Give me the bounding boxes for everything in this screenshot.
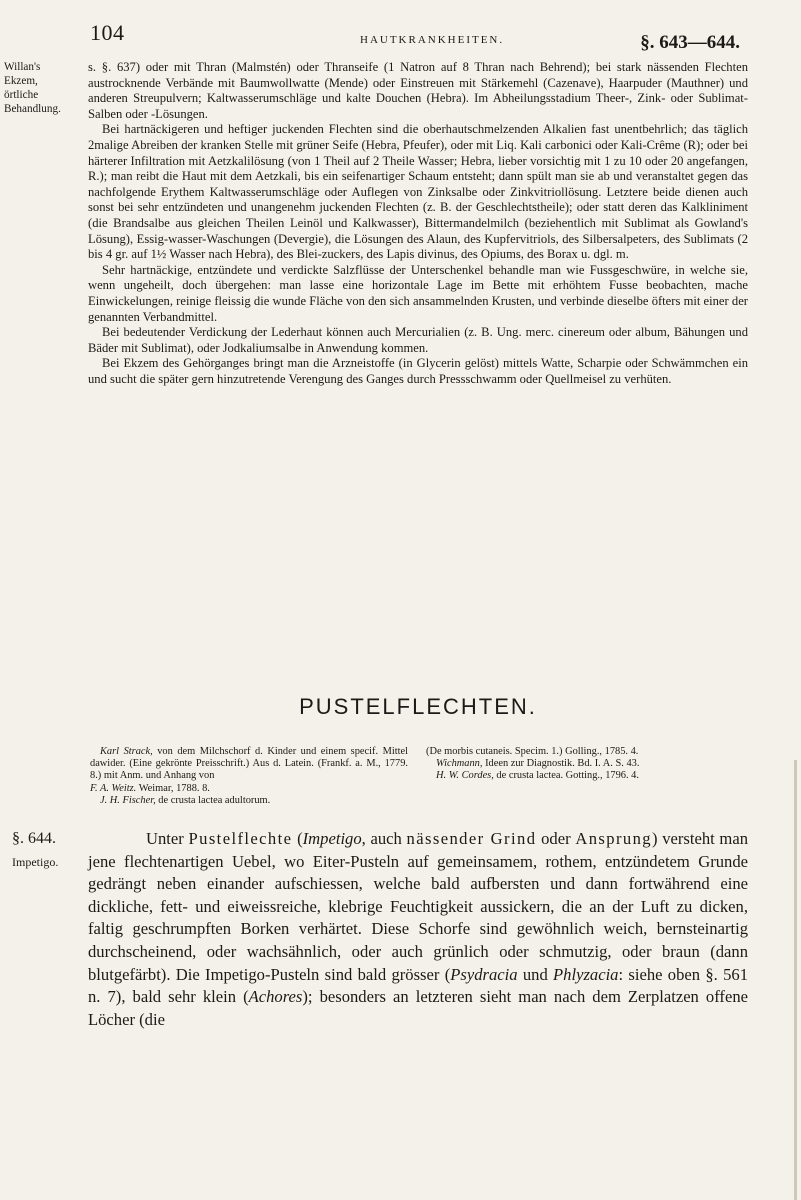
bib-entry bbox=[426, 758, 744, 770]
text-run: : siehe oben §. 561 n. 7), bald sehr klein ( bbox=[88, 964, 748, 1007]
latin-term-impetigo: Impetigo bbox=[302, 829, 362, 848]
section-643-body bbox=[88, 60, 748, 387]
bib-text: Ideen zur Diagnostik. Bd. I. A. S. 43. bbox=[482, 758, 640, 770]
text-run: Unter bbox=[146, 829, 189, 848]
bib-text: Weimar, 1788. 8. bbox=[136, 782, 210, 794]
latin-term-psydracia: Psydracia bbox=[450, 964, 518, 984]
paragraph: Bei Ekzem des Gehörganges bringt man die Arzneistoffe (in Glycerin gelöst) mittels Watte, Scharpie oder Schwämmchen ein und sucht die später gern hinzutretende Verengung des Ganges durch Pressschwamm oder Quellmeisel zu verhüten. bbox=[88, 356, 748, 386]
bib-author: Karl Strack, bbox=[100, 746, 153, 757]
text-run: ) versteht man jene flechtenartigen Uebel, wo Eiter-Pusteln auf gemeinsamem, rothem, entzündetem Grunde gedrängt neben einander aufschiessen, welche bald aufbersten und dann fortwährend eine dickliche, fett- und eiweissreiche, klebrige Feuchtigkeit aussickern, die an der Luft zu dicken, faltig geschrumpften Borken verhärtet. Diese Schorfe sind gewöhnlich weich, bernsteinartig durchscheinend, oder wachsähnlich, oder auch grünlich oder schmutzig, oder braun (dann blutgefärbt). Die Impetigo-Pusteln sind bald grösser ( bbox=[88, 829, 748, 984]
paragraph: Unter Pustelflechte (Impetigo, auch nässender Grind oder Ansprung) versteht man jene flechtenartigen Uebel, wo Eiter-Pusteln auf gemeinsamem, rothem, entzündetem Grunde gedrängt neben einander aufschiessen, welche bald aufbersten und dann fortwährend eine dickliche, fett- und eiweissreiche, klebrige Feuchtigkeit aussickern, die an der Luft zu dicken, faltig geschrumpften Borken verhärtet. Diese Schorfe sind gewöhnlich weich, bernsteinartig durchscheinend, oder wachsähnlich, oder auch grünlich oder schmutzig, oder braun (dann blutgefärbt). Die Impetigo-Pusteln sind bald grösser (Psydracia und Phlyzacia: siehe oben §. 561 n. 7), bald sehr klein (Achores); besonders an letzteren sieht man nach dem Zerplatzen offene Löcher (die bbox=[88, 829, 748, 1029]
bib-text: (De morbis cutaneis. Specim. 1.) Golling., 1785. 4. bbox=[426, 746, 639, 757]
text-run: oder bbox=[536, 829, 576, 848]
paragraph: Bei hartnäckigeren und heftiger juckenden Flechten sind die oberhautschmelzenden Alkalien fast unentbehrlich; das täglich 2malige Abreiben der kranken Stelle mit grüner Seife (Hebra, Pfeufer), oder mit Liq. Kali carbonici oder Kali-Crême (R); oder bei härterer Infiltration mit Aetzkalilösung (von 1 Theil auf 2 Theile Wasser; Hebra, lieber vorsichtig mit 1 zu 10 oder 20 angefangen, R.); man reibt die Haut mit dem Aetzkali, bis ein seifenartiger Schaum entsteht; dann spült man sie ab und veranstaltet gegen das nachfolgende Erythem Kaltwasserumschläge oder Auflegen von Zinksalbe oder Zinkvitriollösung. Letztere beide dienen auch sonst bei sehr entzündeten und unangenehm juckenden Flechten (z. B. der Geschlechtstheile); oder statt deren das Kalkliniment (die Brandsalbe aus gleichen Theilen Leinöl und Kalkwasser), Bittermandelmilch (beziehentlich mit Sublimat als Gowland's Lösung), Essig-wasser-Waschungen (Devergie), die Lösungen des Alaun, des Kupfervitriols, des Silbersalpeters, des Sublimats (2 bis 4 gr. auf 1½ Wasser nach Hebra), des Blei-zuckers, des Lapis divinus, des Opiums, des Borax u. dgl. m. bbox=[88, 122, 748, 262]
margin-note: Willan's bbox=[4, 61, 41, 73]
running-head: HAUTKRANKHEITEN. bbox=[360, 34, 505, 46]
bib-entry bbox=[90, 746, 408, 783]
chapter-title: PUSTELFLECHTEN. bbox=[299, 694, 537, 719]
page-edge-shadow bbox=[794, 760, 797, 1200]
bib-author: J. H. Fischer, bbox=[100, 794, 156, 806]
paragraph: Bei bedeutender Verdickung der Lederhaut können auch Mercurialien (z. B. Ung. merc. cinereum oder album, Bähungen und Bäder mit Sublimat), oder Jodkaliumsalbe in Anwendung kommen. bbox=[88, 325, 748, 355]
bib-entry bbox=[426, 770, 744, 782]
text-run: , auch bbox=[361, 829, 407, 848]
section-644-number: §. 644. bbox=[12, 830, 56, 847]
paragraph: s. §. 637) oder mit Thran (Malmstén) oder Thranseife (1 Natron auf 8 Thran nach Behrend); bei stark nässenden Flechten austrocknende Verbände mit Baumwollwatte (Mende) oder Einstreuen mit Stärkemehl (Cazenave), Haarpuder (Mauthner) und anderen Streupulvern; Kaltwasserumschläge und kalte Douchen (Hebra). Im Abheilungsstadium Theer-, Zink- oder Sublimat-Salben oder -Lösungen. bbox=[88, 60, 748, 121]
paragraph: Sehr hartnäckige, entzündete und verdickte Salzflüsse der Unterschenkel behandle man wie Fussgeschwüre, in welche sie, wenn ungeheilt, doch übergehen: man lasse eine horizontale Lage im Bette mit erhöhtem Fusse beobachten, mache Einwickelungen, reinige fleissig die wunde Fläche von den sich ansammelnden Krusten, und verbinde dieselbe öfters mit einer der genannten Verbandmittel. bbox=[88, 262, 748, 324]
page-header bbox=[90, 20, 740, 54]
section-range: §. 643—644. bbox=[640, 32, 740, 53]
term-pustelflechte: Pustelflechte bbox=[188, 829, 293, 848]
bib-author: F. A. Weitz. bbox=[90, 782, 137, 794]
page-number: 104 bbox=[90, 20, 125, 45]
bib-author: Wichmann, bbox=[436, 758, 483, 770]
bib-text: de crusta lactea. Gotting., 1796. 4. bbox=[493, 770, 639, 782]
term-naessender-grind: nässender Grind bbox=[406, 829, 537, 848]
margin-notes bbox=[4, 60, 86, 116]
section-644-body bbox=[88, 828, 748, 1031]
term-ansprung: Ansprung bbox=[575, 829, 652, 848]
margin-note: Behandlung. bbox=[4, 103, 61, 115]
bib-entry bbox=[90, 795, 408, 807]
bib-entry bbox=[90, 783, 408, 795]
bibliography-left-column bbox=[90, 746, 408, 807]
margin-note: örtliche bbox=[4, 89, 39, 101]
section-644-margin-label: Impetigo. bbox=[12, 855, 59, 869]
bib-entry bbox=[426, 746, 744, 758]
margin-note: Ekzem, bbox=[4, 75, 38, 87]
bib-text: von dem Milchschorf d. Kinder und einem specif. Mittel dawider. (Eine gekrönte Preisschrift.) Aus d. Latein. (Frankf. a. M., 1779. 8.) mit Anm. und Anhang von bbox=[90, 746, 408, 782]
text-run: und bbox=[517, 964, 554, 984]
bib-author: H. W. Cordes, bbox=[436, 770, 494, 782]
bib-text: de crusta lactea adultorum. bbox=[155, 794, 271, 806]
bibliography-right-column bbox=[426, 746, 744, 783]
latin-term-achores: Achores bbox=[248, 987, 303, 1007]
latin-term-phlyzacia: Phlyzacia bbox=[553, 964, 619, 984]
text-run: ); besonders an letzteren sieht man nach dem Zerplatzen offene Löcher (die bbox=[88, 987, 748, 1029]
